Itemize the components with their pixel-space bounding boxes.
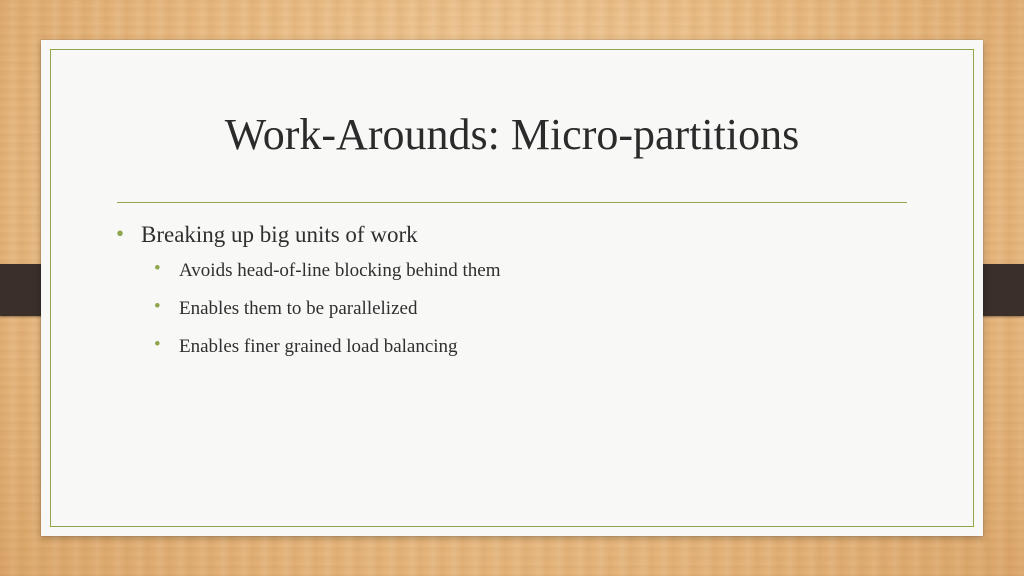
bullet-dot-icon: • (154, 334, 161, 355)
sub-bullet-text: Enables them to be parallelized (179, 298, 418, 319)
sub-bullet-item (154, 258, 501, 296)
bullet-item (114, 220, 501, 258)
bullet-dot-icon: • (154, 258, 161, 279)
slide (41, 40, 983, 536)
slide-title: Work-Arounds: Micro-partitions (224, 110, 800, 159)
bullet-dot-icon: • (154, 296, 161, 317)
sub-bullet-item (154, 334, 501, 372)
bullet-dot-icon: • (116, 221, 125, 246)
sub-bullet-text: Avoids head-of-line blocking behind them (179, 260, 501, 281)
bullet-text: Breaking up big units of work (141, 222, 418, 247)
sub-bullet-item (154, 296, 501, 334)
title-divider (117, 202, 907, 203)
bullet-list (114, 220, 501, 372)
sub-bullet-text: Enables finer grained load balancing (179, 336, 458, 357)
